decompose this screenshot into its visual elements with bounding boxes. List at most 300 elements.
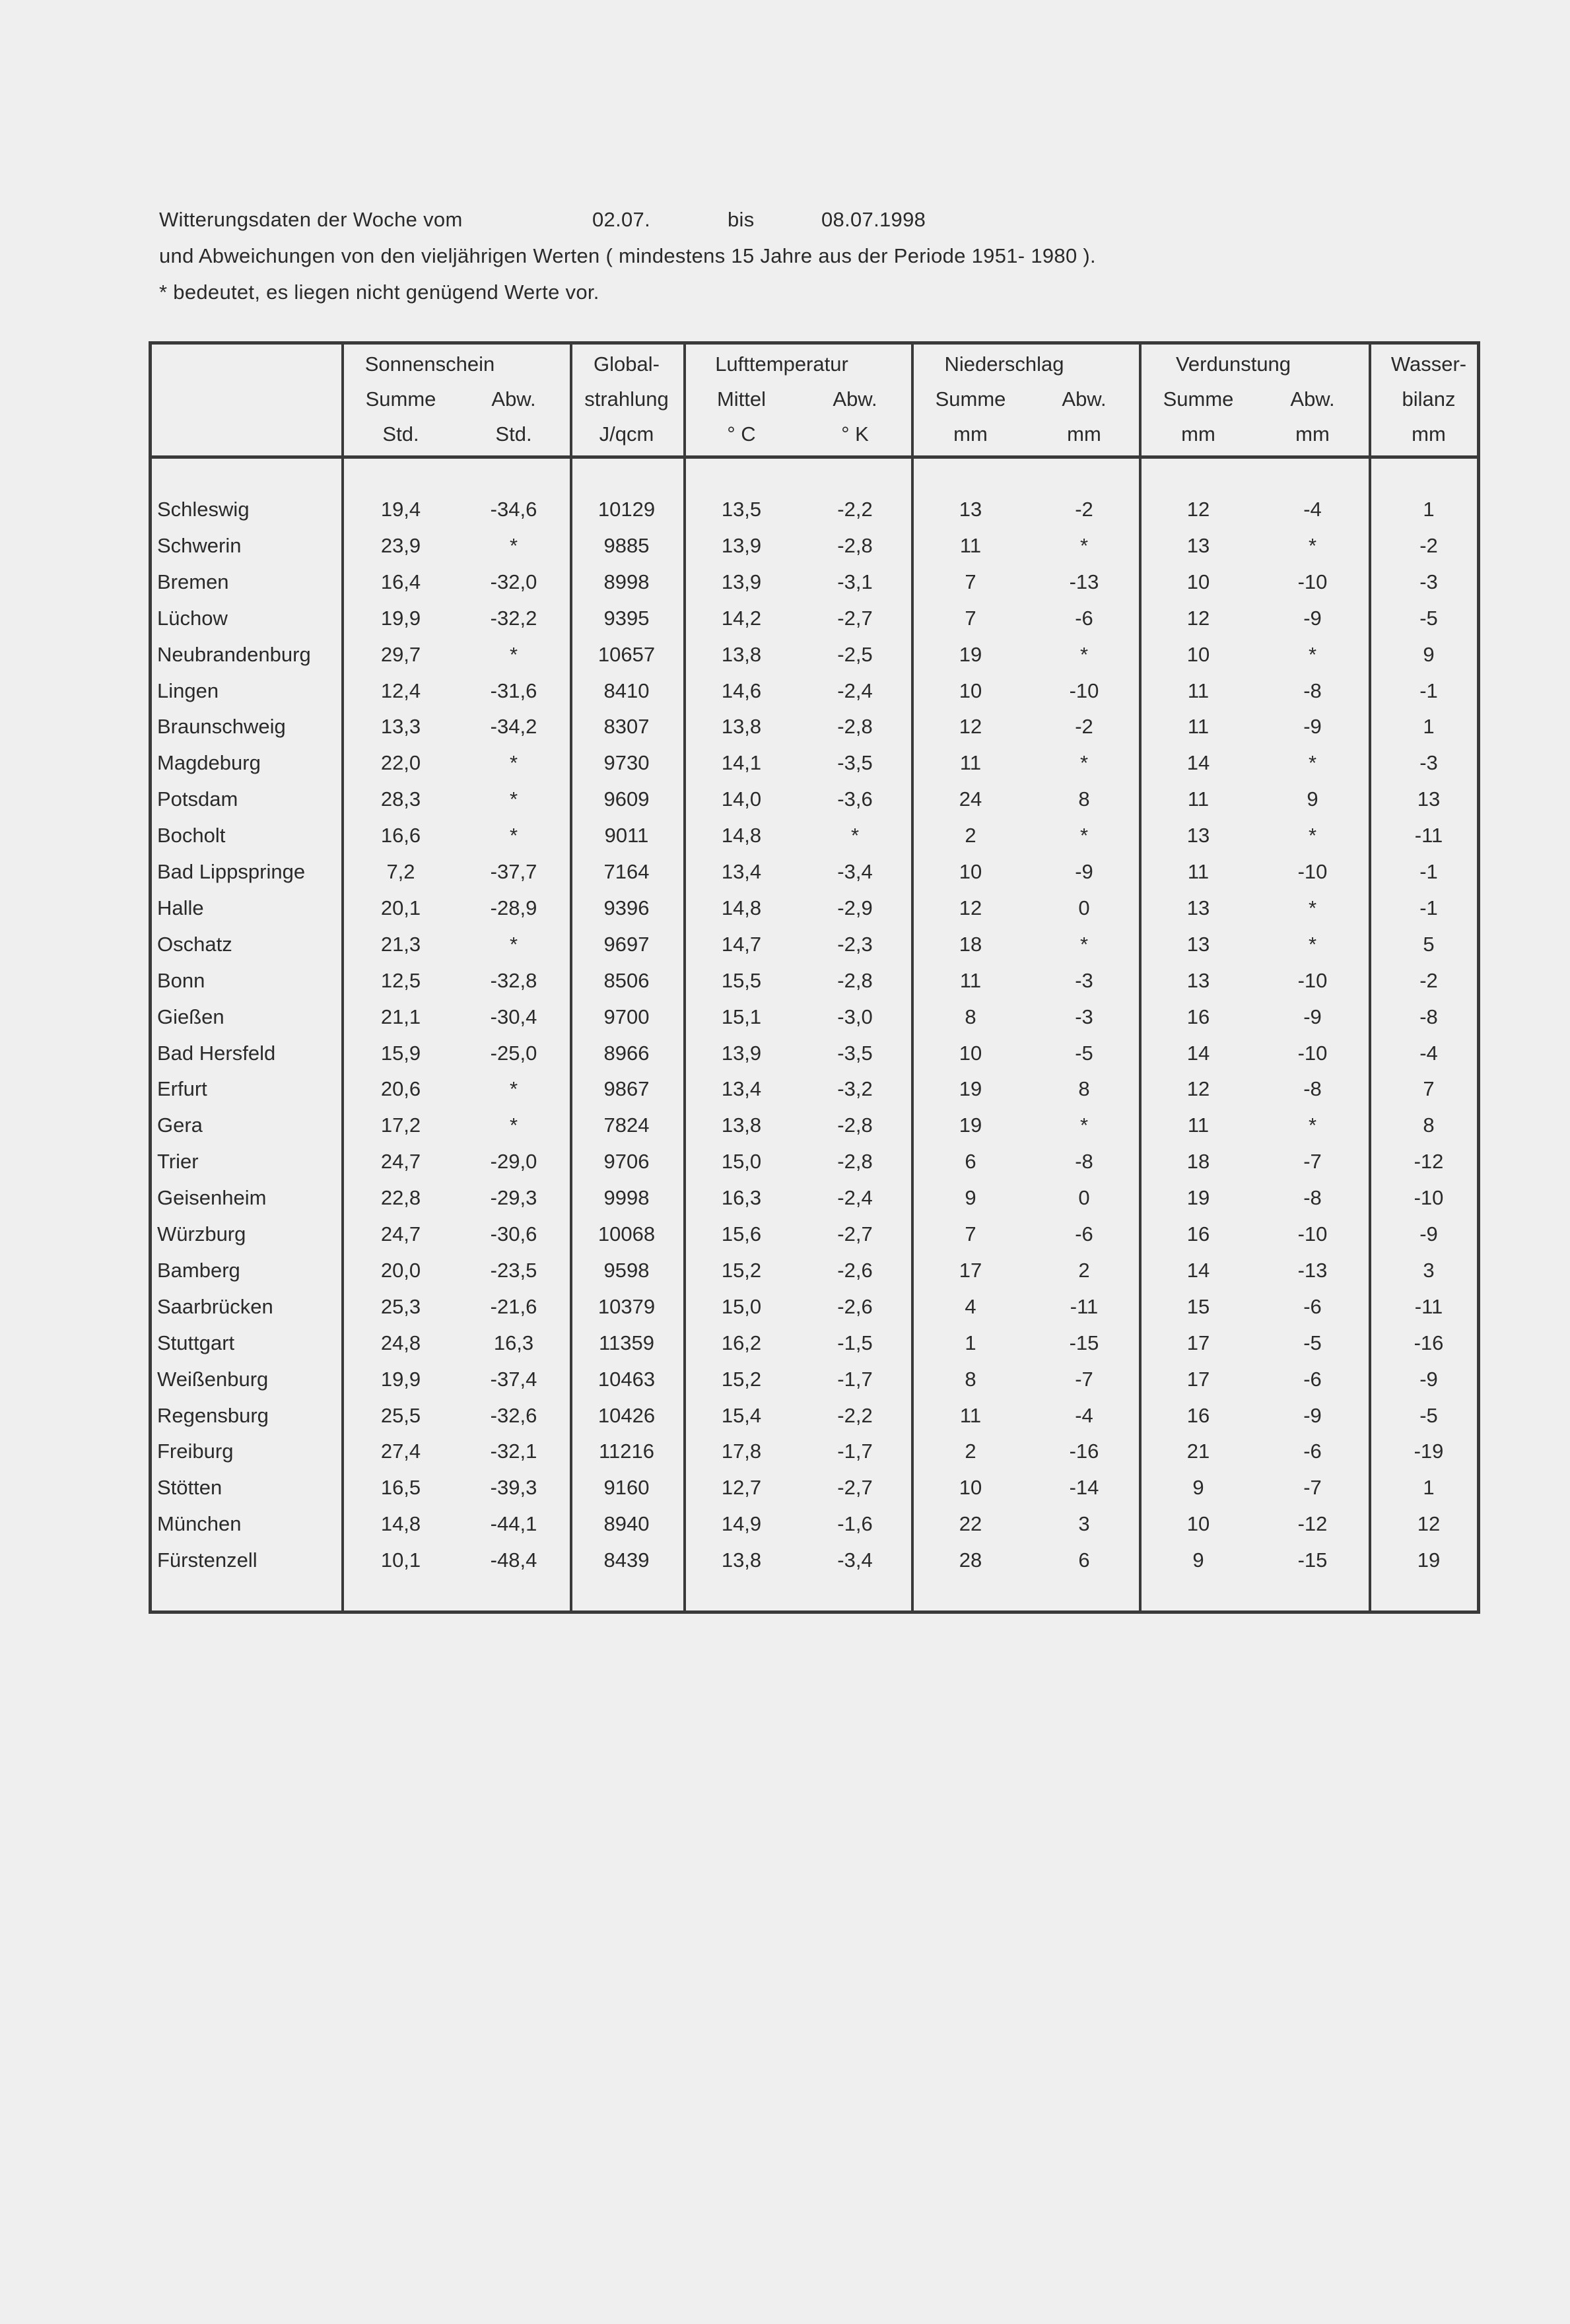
niederschlag-summe-cell: 7: [965, 570, 976, 593]
station-name: Erfurt: [157, 1077, 207, 1101]
niederschlag-abw-cell: -10: [1069, 679, 1099, 702]
verdunstung-summe-cell: 10: [1186, 1512, 1210, 1536]
sonnenschein-summe-cell: 19,9: [380, 1367, 421, 1391]
header-abw: Abw.: [491, 387, 536, 411]
niederschlag-summe-cell: 18: [959, 932, 982, 956]
verdunstung-summe-cell: 11: [1187, 787, 1210, 811]
niederschlag-summe-cell: 11: [959, 533, 982, 557]
niederschlag-abw-cell: 6: [1078, 1548, 1090, 1572]
temp-mittel-cell: 13,9: [721, 570, 762, 593]
station-name: Magdeburg: [157, 751, 261, 775]
temp-abw-cell: -2,8: [837, 715, 873, 739]
verdunstung-summe-cell: 21: [1186, 1440, 1210, 1463]
sonnenschein-abw-cell: -34,6: [490, 498, 537, 521]
sonnenschein-abw-cell: -32,2: [490, 606, 537, 630]
niederschlag-summe-cell: 22: [959, 1512, 982, 1536]
wasserbilanz-cell: 9: [1423, 642, 1435, 666]
verdunstung-abw-cell: -5: [1303, 1331, 1322, 1354]
sonnenschein-summe-cell: 24,7: [380, 1222, 421, 1245]
verdunstung-summe-cell: 14: [1186, 1258, 1210, 1282]
temp-abw-cell: -3,4: [837, 860, 873, 883]
header-global: Global-: [594, 352, 660, 376]
sonnenschein-summe-cell: 19,9: [380, 606, 421, 630]
verdunstung-summe-cell: 10: [1186, 642, 1210, 666]
niederschlag-abw-cell: -3: [1075, 1005, 1093, 1028]
station-name: Würzburg: [157, 1222, 246, 1245]
header-unit: ° C: [727, 422, 756, 446]
sonnenschein-summe-cell: 16,4: [380, 570, 421, 593]
temp-mittel-cell: 14,9: [721, 1512, 762, 1536]
header-niederschlag: Niederschlag: [944, 352, 1064, 376]
table-row: [152, 714, 1477, 750]
sonnenschein-abw-cell: *: [509, 1113, 518, 1137]
header-verdunstung: Verdunstung: [1175, 352, 1291, 376]
station-name: Geisenheim: [157, 1186, 267, 1210]
niederschlag-summe-cell: 2: [965, 824, 976, 847]
temp-abw-cell: -2,8: [837, 1150, 873, 1174]
globalstrahlung-cell: 10657: [597, 642, 656, 666]
station-name: Freiburg: [157, 1440, 234, 1463]
header-unit: mm: [1295, 422, 1330, 446]
globalstrahlung-cell: 10068: [597, 1222, 656, 1245]
temp-mittel-cell: 15,1: [721, 1005, 762, 1028]
verdunstung-summe-cell: 13: [1186, 824, 1210, 847]
globalstrahlung-cell: 9885: [603, 533, 650, 557]
header-summe: Summe: [1163, 387, 1234, 411]
header-lufttemperatur: Lufttemperatur: [715, 352, 848, 376]
wasserbilanz-cell: 19: [1417, 1548, 1441, 1572]
temp-mittel-cell: 13,8: [721, 1113, 762, 1137]
station-name: Schwerin: [157, 533, 242, 557]
sonnenschein-abw-cell: -32,1: [490, 1440, 537, 1463]
intro-text: [159, 201, 1096, 310]
table-row: [152, 1185, 1477, 1221]
temp-mittel-cell: 14,6: [721, 679, 762, 702]
niederschlag-abw-cell: *: [1079, 932, 1089, 956]
sonnenschein-summe-cell: 16,5: [380, 1476, 421, 1500]
table-row: [152, 1403, 1477, 1439]
temp-abw-cell: -2,5: [837, 642, 873, 666]
temp-abw-cell: -1,7: [837, 1440, 873, 1463]
intro-line-2: und Abweichungen von den vieljährigen Werten ( mindestens 15 Jahre aus der Periode 1951- 1980 ).: [159, 244, 1096, 267]
station-name: Braunschweig: [157, 715, 286, 739]
verdunstung-abw-cell: -10: [1297, 968, 1328, 992]
sonnenschein-abw-cell: -48,4: [490, 1548, 537, 1572]
verdunstung-abw-cell: -10: [1297, 1041, 1328, 1065]
sonnenschein-abw-cell: -39,3: [490, 1476, 537, 1500]
sonnenschein-summe-cell: 13,3: [380, 715, 421, 739]
table-row: [152, 1221, 1477, 1257]
globalstrahlung-cell: 9700: [603, 1005, 650, 1028]
temp-mittel-cell: 14,2: [721, 606, 762, 630]
intro-bis: bis: [728, 208, 755, 231]
station-name: Trier: [157, 1150, 199, 1174]
wasserbilanz-cell: 13: [1417, 787, 1441, 811]
temp-mittel-cell: 14,7: [721, 932, 762, 956]
sonnenschein-abw-cell: *: [509, 1077, 518, 1101]
niederschlag-summe-cell: 24: [959, 787, 982, 811]
intro-date-to: 08.07.1998: [821, 208, 926, 231]
header-abw: Abw.: [1290, 387, 1335, 411]
verdunstung-summe-cell: 16: [1186, 1403, 1210, 1427]
verdunstung-abw-cell: 9: [1307, 787, 1318, 811]
niederschlag-abw-cell: -6: [1075, 1222, 1093, 1245]
sonnenschein-abw-cell: -21,6: [490, 1294, 537, 1318]
verdunstung-summe-cell: 13: [1186, 533, 1210, 557]
niederschlag-summe-cell: 17: [959, 1258, 982, 1282]
wasserbilanz-cell: -19: [1414, 1440, 1444, 1463]
verdunstung-summe-cell: 11: [1187, 715, 1210, 739]
table-row: [152, 533, 1477, 569]
niederschlag-summe-cell: 9: [965, 1186, 976, 1210]
verdunstung-summe-cell: 16: [1186, 1005, 1210, 1028]
temp-mittel-cell: 15,2: [721, 1258, 762, 1282]
verdunstung-summe-cell: 13: [1186, 968, 1210, 992]
verdunstung-summe-cell: 10: [1186, 570, 1210, 593]
wasserbilanz-cell: 1: [1423, 1476, 1435, 1500]
station-name: Weißenburg: [157, 1367, 269, 1391]
niederschlag-summe-cell: 12: [959, 715, 982, 739]
globalstrahlung-cell: 9609: [603, 787, 650, 811]
verdunstung-abw-cell: *: [1308, 642, 1317, 666]
verdunstung-summe-cell: 16: [1186, 1222, 1210, 1245]
niederschlag-summe-cell: 8: [965, 1005, 976, 1028]
niederschlag-abw-cell: *: [1079, 824, 1089, 847]
niederschlag-abw-cell: -16: [1069, 1440, 1099, 1463]
globalstrahlung-cell: 10379: [597, 1294, 656, 1318]
table-row: [152, 1475, 1477, 1511]
temp-mittel-cell: 15,0: [721, 1294, 762, 1318]
station-name: Bad Lippspringe: [157, 860, 306, 883]
temp-abw-cell: -2,2: [837, 498, 873, 521]
verdunstung-summe-cell: 9: [1192, 1548, 1204, 1572]
temp-abw-cell: -3,5: [837, 751, 873, 775]
sonnenschein-summe-cell: 25,3: [380, 1294, 421, 1318]
table-row: [152, 569, 1477, 605]
sonnenschein-abw-cell: -32,8: [490, 968, 537, 992]
wasserbilanz-cell: 8: [1423, 1113, 1435, 1137]
globalstrahlung-cell: 9396: [603, 896, 650, 919]
temp-abw-cell: -2,4: [837, 1186, 873, 1210]
station-name: Saarbrücken: [157, 1294, 273, 1318]
table-row: [152, 1547, 1477, 1583]
wasserbilanz-cell: 5: [1423, 932, 1435, 956]
sonnenschein-abw-cell: -25,0: [490, 1041, 537, 1065]
verdunstung-summe-cell: 18: [1186, 1150, 1210, 1174]
header-strahlung: strahlung: [584, 387, 669, 411]
globalstrahlung-cell: 9697: [603, 932, 650, 956]
sonnenschein-abw-cell: -23,5: [490, 1258, 537, 1282]
table-row: [152, 822, 1477, 859]
niederschlag-abw-cell: 2: [1078, 1258, 1090, 1282]
niederschlag-summe-cell: 6: [965, 1150, 976, 1174]
niederschlag-summe-cell: 19: [959, 1077, 982, 1101]
table-row: [152, 1257, 1477, 1294]
temp-abw-cell: -1,5: [837, 1331, 873, 1354]
wasserbilanz-cell: -2: [1419, 968, 1438, 992]
header-unit: ° K: [841, 422, 869, 446]
sonnenschein-abw-cell: -29,0: [490, 1150, 537, 1174]
table-row: [152, 1040, 1477, 1077]
wasserbilanz-cell: -3: [1419, 570, 1438, 593]
station-name: Regensburg: [157, 1403, 269, 1427]
temp-abw-cell: -2,6: [837, 1258, 873, 1282]
sonnenschein-summe-cell: 22,0: [380, 751, 421, 775]
sonnenschein-summe-cell: 29,7: [380, 642, 421, 666]
verdunstung-abw-cell: -9: [1303, 606, 1322, 630]
globalstrahlung-cell: 10129: [597, 498, 656, 521]
sonnenschein-abw-cell: -29,3: [490, 1186, 537, 1210]
verdunstung-summe-cell: 13: [1186, 932, 1210, 956]
temp-abw-cell: -2,4: [837, 679, 873, 702]
sonnenschein-abw-cell: *: [509, 751, 518, 775]
temp-mittel-cell: 13,4: [721, 860, 762, 883]
wasserbilanz-cell: -1: [1419, 679, 1438, 702]
temp-mittel-cell: 15,6: [721, 1222, 762, 1245]
niederschlag-summe-cell: 10: [959, 1476, 982, 1500]
header-mittel: Mittel: [716, 387, 767, 411]
sonnenschein-summe-cell: 27,4: [380, 1440, 421, 1463]
verdunstung-abw-cell: -8: [1303, 1186, 1322, 1210]
intro-line-3: * bedeutet, es liegen nicht genügend Werte vor.: [159, 281, 599, 304]
temp-abw-cell: -2,7: [837, 1476, 873, 1500]
verdunstung-summe-cell: 13: [1186, 896, 1210, 919]
temp-abw-cell: -2,8: [837, 968, 873, 992]
table-row: [152, 931, 1477, 968]
header-abw: Abw.: [1062, 387, 1107, 411]
niederschlag-summe-cell: 4: [965, 1294, 976, 1318]
wasserbilanz-cell: -1: [1419, 896, 1438, 919]
globalstrahlung-cell: 10463: [597, 1367, 656, 1391]
temp-abw-cell: -2,6: [837, 1294, 873, 1318]
globalstrahlung-cell: 9706: [603, 1150, 650, 1174]
verdunstung-abw-cell: -4: [1303, 498, 1322, 521]
niederschlag-summe-cell: 1: [965, 1331, 976, 1354]
verdunstung-abw-cell: -7: [1303, 1476, 1322, 1500]
verdunstung-abw-cell: -9: [1303, 1005, 1322, 1028]
globalstrahlung-cell: 7824: [603, 1113, 650, 1137]
table-row: [152, 1294, 1477, 1330]
temp-abw-cell: -1,6: [837, 1512, 873, 1536]
sonnenschein-abw-cell: *: [509, 824, 518, 847]
globalstrahlung-cell: 7164: [603, 860, 650, 883]
sonnenschein-summe-cell: 24,7: [380, 1150, 421, 1174]
temp-abw-cell: -3,6: [837, 787, 873, 811]
table-row: [152, 605, 1477, 642]
header-sonnenschein: Sonnenschein: [364, 352, 495, 376]
verdunstung-summe-cell: 9: [1192, 1476, 1204, 1500]
niederschlag-summe-cell: 10: [959, 860, 982, 883]
verdunstung-summe-cell: 11: [1187, 679, 1210, 702]
niederschlag-abw-cell: -14: [1069, 1476, 1099, 1500]
verdunstung-summe-cell: 19: [1186, 1186, 1210, 1210]
temp-mittel-cell: 15,2: [721, 1367, 762, 1391]
globalstrahlung-cell: 9998: [603, 1186, 650, 1210]
wasserbilanz-cell: -16: [1414, 1331, 1444, 1354]
wasserbilanz-cell: -4: [1419, 1041, 1438, 1065]
niederschlag-summe-cell: 19: [959, 1113, 982, 1137]
station-name: Halle: [157, 896, 204, 919]
station-name: München: [157, 1512, 242, 1536]
sonnenschein-summe-cell: 10,1: [380, 1548, 421, 1572]
header-unit: mm: [1181, 422, 1215, 446]
wasserbilanz-cell: -5: [1419, 1403, 1438, 1427]
table-row: [152, 1004, 1477, 1040]
temp-mittel-cell: 13,4: [721, 1077, 762, 1101]
wasserbilanz-cell: -9: [1419, 1367, 1438, 1391]
header-unit: Std.: [495, 422, 532, 446]
station-name: Schleswig: [157, 498, 250, 521]
verdunstung-abw-cell: *: [1308, 932, 1317, 956]
station-name: Gießen: [157, 1005, 224, 1028]
niederschlag-abw-cell: 0: [1078, 1186, 1090, 1210]
verdunstung-abw-cell: -8: [1303, 679, 1322, 702]
verdunstung-abw-cell: -10: [1297, 1222, 1328, 1245]
sonnenschein-summe-cell: 15,9: [380, 1041, 421, 1065]
header-bilanz: bilanz: [1402, 387, 1456, 411]
sonnenschein-summe-cell: 14,8: [380, 1512, 421, 1536]
sonnenschein-summe-cell: 20,0: [380, 1258, 421, 1282]
sonnenschein-summe-cell: 23,9: [380, 533, 421, 557]
station-name: Bad Hersfeld: [157, 1041, 276, 1065]
sonnenschein-summe-cell: 17,2: [380, 1113, 421, 1137]
temp-abw-cell: -2,7: [837, 606, 873, 630]
station-name: Gera: [157, 1113, 203, 1137]
temp-mittel-cell: 13,8: [721, 715, 762, 739]
temp-mittel-cell: 15,0: [721, 1150, 762, 1174]
table-row: [152, 1511, 1477, 1547]
temp-mittel-cell: 16,3: [721, 1186, 762, 1210]
verdunstung-abw-cell: -9: [1303, 715, 1322, 739]
sonnenschein-summe-cell: 28,3: [380, 787, 421, 811]
wasserbilanz-cell: -9: [1419, 1222, 1438, 1245]
station-name: Stötten: [157, 1476, 222, 1500]
table-row: [152, 968, 1477, 1004]
globalstrahlung-cell: 9730: [603, 751, 650, 775]
niederschlag-summe-cell: 8: [965, 1367, 976, 1391]
niederschlag-summe-cell: 7: [965, 1222, 976, 1245]
verdunstung-summe-cell: 15: [1186, 1294, 1210, 1318]
sonnenschein-summe-cell: 7,2: [386, 860, 415, 883]
temp-abw-cell: -2,9: [837, 896, 873, 919]
globalstrahlung-cell: 10426: [597, 1403, 656, 1427]
wasserbilanz-cell: -8: [1419, 1005, 1438, 1028]
verdunstung-abw-cell: -10: [1297, 570, 1328, 593]
station-name: Bremen: [157, 570, 229, 593]
globalstrahlung-cell: 11359: [599, 1331, 654, 1354]
niederschlag-abw-cell: -11: [1070, 1294, 1099, 1318]
niederschlag-summe-cell: 2: [965, 1440, 976, 1463]
sonnenschein-abw-cell: -34,2: [490, 715, 537, 739]
verdunstung-summe-cell: 17: [1186, 1331, 1210, 1354]
sonnenschein-abw-cell: *: [509, 787, 518, 811]
niederschlag-abw-cell: -15: [1069, 1331, 1099, 1354]
niederschlag-abw-cell: -3: [1075, 968, 1093, 992]
temp-mittel-cell: 17,8: [721, 1440, 762, 1463]
header-abw: Abw.: [833, 387, 877, 411]
verdunstung-abw-cell: -7: [1303, 1150, 1322, 1174]
verdunstung-abw-cell: -6: [1303, 1367, 1322, 1391]
station-name: Bamberg: [157, 1258, 240, 1282]
globalstrahlung-cell: 11216: [599, 1440, 654, 1463]
niederschlag-abw-cell: -4: [1075, 1403, 1093, 1427]
table-row: [152, 1366, 1477, 1403]
header-unit: mm: [1412, 422, 1446, 446]
verdunstung-abw-cell: *: [1308, 896, 1317, 919]
niederschlag-abw-cell: -7: [1075, 1367, 1093, 1391]
verdunstung-abw-cell: -9: [1303, 1403, 1322, 1427]
verdunstung-abw-cell: -8: [1303, 1077, 1322, 1101]
temp-mittel-cell: 16,2: [721, 1331, 762, 1354]
temp-abw-cell: -3,5: [837, 1041, 873, 1065]
table-row: [152, 1076, 1477, 1112]
table-row: [152, 895, 1477, 931]
sonnenschein-summe-cell: 12,5: [380, 968, 421, 992]
station-name: Bonn: [157, 968, 205, 992]
header-unit: mm: [953, 422, 988, 446]
niederschlag-summe-cell: 7: [965, 606, 976, 630]
sonnenschein-abw-cell: -30,4: [490, 1005, 537, 1028]
temp-mittel-cell: 13,9: [721, 1041, 762, 1065]
sonnenschein-summe-cell: 21,1: [380, 1005, 421, 1028]
sonnenschein-abw-cell: *: [509, 642, 518, 666]
verdunstung-abw-cell: -12: [1297, 1512, 1328, 1536]
temp-mittel-cell: 13,8: [721, 1548, 762, 1572]
globalstrahlung-cell: 8940: [603, 1512, 650, 1536]
verdunstung-abw-cell: -13: [1297, 1258, 1328, 1282]
verdunstung-abw-cell: *: [1308, 533, 1317, 557]
temp-mittel-cell: 12,7: [721, 1476, 762, 1500]
sonnenschein-abw-cell: -32,6: [490, 1403, 537, 1427]
niederschlag-summe-cell: 11: [959, 968, 982, 992]
wasserbilanz-cell: -12: [1414, 1150, 1444, 1174]
sonnenschein-summe-cell: 22,8: [380, 1186, 421, 1210]
niederschlag-abw-cell: -8: [1075, 1150, 1093, 1174]
verdunstung-abw-cell: *: [1308, 824, 1317, 847]
wasserbilanz-cell: -5: [1419, 606, 1438, 630]
table-row: [152, 678, 1477, 714]
header-summe: Summe: [935, 387, 1006, 411]
verdunstung-abw-cell: *: [1308, 751, 1317, 775]
sonnenschein-summe-cell: 20,6: [380, 1077, 421, 1101]
weather-table: [149, 341, 1480, 1614]
niederschlag-abw-cell: *: [1079, 1113, 1089, 1137]
niederschlag-abw-cell: *: [1079, 533, 1089, 557]
table-row: [152, 642, 1477, 678]
verdunstung-abw-cell: -6: [1303, 1440, 1322, 1463]
globalstrahlung-cell: 8506: [603, 968, 650, 992]
globalstrahlung-cell: 8410: [603, 679, 650, 702]
temp-mittel-cell: 13,8: [721, 642, 762, 666]
wasserbilanz-cell: 7: [1423, 1077, 1435, 1101]
temp-mittel-cell: 13,9: [721, 533, 762, 557]
globalstrahlung-cell: 8966: [603, 1041, 650, 1065]
header-unit: mm: [1067, 422, 1101, 446]
header-unit: J/qcm: [599, 422, 654, 446]
intro-date-from: 02.07.: [592, 208, 650, 231]
temp-mittel-cell: 14,1: [721, 751, 762, 775]
wasserbilanz-cell: -3: [1419, 751, 1438, 775]
globalstrahlung-cell: 8439: [603, 1548, 650, 1572]
sonnenschein-abw-cell: -31,6: [490, 679, 537, 702]
station-name: Fürstenzell: [157, 1548, 257, 1572]
intro-prefix: Witterungsdaten der Woche vom: [159, 208, 463, 231]
sonnenschein-abw-cell: -37,4: [490, 1367, 537, 1391]
niederschlag-abw-cell: 8: [1078, 787, 1090, 811]
globalstrahlung-cell: 9867: [603, 1077, 650, 1101]
temp-abw-cell: -3,1: [837, 570, 873, 593]
sonnenschein-abw-cell: 16,3: [493, 1331, 534, 1354]
